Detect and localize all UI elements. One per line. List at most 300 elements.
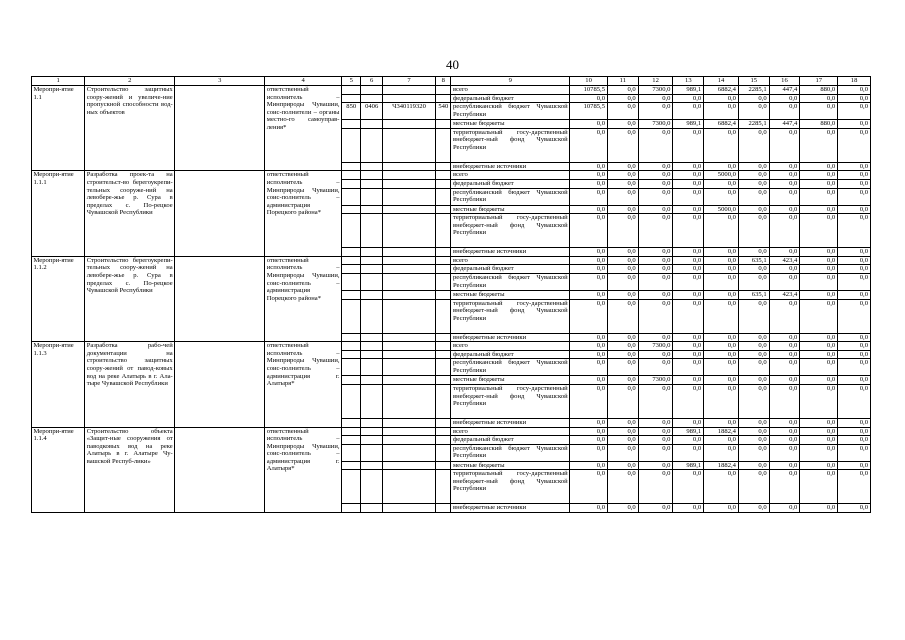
amount-cell: 0,0 bbox=[800, 427, 838, 436]
column-number-8: 8 bbox=[436, 77, 451, 86]
amount-cell: 0,0 bbox=[769, 376, 800, 385]
amount-cell: 0,0 bbox=[673, 162, 704, 171]
column-number-3: 3 bbox=[175, 77, 265, 86]
amount-cell: 0,0 bbox=[800, 418, 838, 427]
table-row bbox=[32, 342, 871, 351]
amount-cell: 0,0 bbox=[638, 444, 673, 461]
amount-cell: 0,0 bbox=[704, 188, 739, 205]
budget-code-cell bbox=[361, 162, 382, 171]
amount-cell: 0,0 bbox=[570, 214, 608, 248]
budget-code-cell bbox=[342, 273, 361, 290]
empty-cell bbox=[175, 171, 265, 256]
amount-cell: 0,0 bbox=[838, 436, 871, 445]
amount-cell: 0,0 bbox=[570, 350, 608, 359]
amount-cell: 6882,4 bbox=[704, 86, 739, 95]
budget-code-cell bbox=[361, 461, 382, 470]
funding-source-cell: федеральный бюджет bbox=[451, 265, 570, 274]
amount-cell: 6882,4 bbox=[704, 120, 739, 129]
amount-cell: 0,0 bbox=[838, 376, 871, 385]
amount-cell: 0,0 bbox=[673, 265, 704, 274]
table-row bbox=[32, 256, 871, 265]
amount-cell: 0,0 bbox=[704, 290, 739, 299]
amount-cell: 0,0 bbox=[738, 188, 769, 205]
amount-cell: 0,0 bbox=[673, 188, 704, 205]
amount-cell: 0,0 bbox=[769, 248, 800, 257]
amount-cell: 0,0 bbox=[704, 179, 739, 188]
amount-cell: 0,0 bbox=[673, 205, 704, 214]
amount-cell: 0,0 bbox=[769, 444, 800, 461]
budget-code-cell bbox=[361, 418, 382, 427]
amount-cell: 0,0 bbox=[570, 504, 608, 513]
amount-cell: 0,0 bbox=[570, 94, 608, 103]
budget-code-cell bbox=[382, 248, 435, 257]
amount-cell: 0,0 bbox=[738, 350, 769, 359]
amount-cell: 0,0 bbox=[570, 171, 608, 180]
budget-code-cell bbox=[382, 128, 435, 162]
amount-cell: 0,0 bbox=[673, 350, 704, 359]
budget-code-cell bbox=[382, 188, 435, 205]
budget-code-cell bbox=[382, 86, 435, 95]
amount-cell: 0,0 bbox=[738, 205, 769, 214]
funding-source-cell: республиканский бюджет Чувашской Республики bbox=[452, 273, 568, 289]
funding-source-cell: всего bbox=[451, 427, 570, 436]
amount-cell: 0,0 bbox=[800, 265, 838, 274]
amount-cell: 0,0 bbox=[769, 342, 800, 351]
budget-code-cell bbox=[361, 214, 382, 248]
budget-code-cell bbox=[436, 86, 451, 95]
budget-code-cell bbox=[436, 504, 451, 513]
amount-cell: 0,0 bbox=[638, 179, 673, 188]
amount-cell: 0,0 bbox=[800, 128, 838, 162]
budget-code-cell bbox=[342, 333, 361, 342]
amount-cell: 0,0 bbox=[638, 265, 673, 274]
column-number-7: 7 bbox=[382, 77, 435, 86]
column-number-18: 18 bbox=[838, 77, 871, 86]
budget-code-cell bbox=[436, 248, 451, 257]
budget-code-cell bbox=[342, 128, 361, 162]
budget-code-cell bbox=[382, 376, 435, 385]
measure-title-cell: Разработка проек-та на строительст-во берегоукрепи-тельных сооруже-ний на левобере-жье р. Сура в пределах с. По-рецкое Чувашской Республики bbox=[85, 171, 175, 256]
funding-source-cell: местные бюджеты bbox=[451, 120, 570, 129]
amount-cell: 0,0 bbox=[800, 504, 838, 513]
amount-cell: 0,0 bbox=[638, 470, 673, 504]
amount-cell: 0,0 bbox=[638, 418, 673, 427]
amount-cell: 0,0 bbox=[673, 179, 704, 188]
amount-cell: 0,0 bbox=[608, 214, 639, 248]
amount-cell: 0,0 bbox=[800, 470, 838, 504]
funding-source-cell: местные бюджеты bbox=[451, 461, 570, 470]
column-number-15: 15 bbox=[738, 77, 769, 86]
amount-cell: 0,0 bbox=[800, 299, 838, 333]
amount-cell: 989,1 bbox=[673, 86, 704, 95]
funding-source-cell: территориальный госу-дарственный внебюджет-ный фонд Чувашской Республики bbox=[451, 470, 570, 504]
measure-cell: Меропри-ятие 1.1.4 bbox=[32, 427, 85, 512]
budget-code-cell bbox=[342, 188, 361, 205]
funding-source-cell: внебюджетные источники bbox=[451, 418, 570, 427]
budget-code-cell bbox=[436, 214, 451, 248]
amount-cell: 0,0 bbox=[638, 188, 673, 205]
amount-cell: 5000,0 bbox=[704, 205, 739, 214]
budget-code-cell bbox=[361, 86, 382, 95]
budget-code-cell bbox=[361, 384, 382, 418]
amount-cell: 0,0 bbox=[704, 273, 739, 290]
amount-cell: 0,0 bbox=[638, 504, 673, 513]
amount-cell: 0,0 bbox=[638, 299, 673, 333]
executor-cell: ответственный исполнитель – Минприроды Чувашии, соис-полнитель – администрация г. Алатыря* bbox=[265, 427, 342, 512]
budget-code-cell bbox=[342, 461, 361, 470]
amount-cell: 7300,0 bbox=[638, 86, 673, 95]
amount-cell: 0,0 bbox=[608, 103, 639, 120]
amount-cell: 0,0 bbox=[738, 444, 769, 461]
amount-cell: 0,0 bbox=[800, 350, 838, 359]
budget-code-cell bbox=[342, 436, 361, 445]
amount-cell: 0,0 bbox=[838, 350, 871, 359]
budget-code-cell bbox=[342, 120, 361, 129]
amount-cell: 0,0 bbox=[673, 384, 704, 418]
executor-cell: ответственный исполнитель – Минприроды Чувашии, соис-полнители – органы местно-го самоуправ-ления* bbox=[265, 86, 342, 171]
table-row bbox=[32, 171, 871, 180]
amount-cell: 0,0 bbox=[608, 179, 639, 188]
column-number-9: 9 bbox=[451, 77, 570, 86]
budget-code-cell: 850 bbox=[342, 103, 361, 120]
executor-cell: ответственный исполнитель – Минприроды Чувашии, соис-полнитель – администрация г. Алатыря* bbox=[265, 342, 342, 427]
amount-cell: 447,4 bbox=[769, 86, 800, 95]
funding-source-cell: внебюджетные источники bbox=[451, 162, 570, 171]
amount-cell: 0,0 bbox=[769, 470, 800, 504]
amount-cell: 0,0 bbox=[704, 342, 739, 351]
budget-code-cell bbox=[436, 188, 451, 205]
budget-code-cell bbox=[342, 299, 361, 333]
amount-cell: 0,0 bbox=[800, 248, 838, 257]
amount-cell: 2285,1 bbox=[738, 86, 769, 95]
funding-source-cell: территориальный госу-дарственный внебюджет-ный фонд Чувашской Республики bbox=[451, 128, 570, 162]
budget-code-cell bbox=[436, 427, 451, 436]
budget-code-cell bbox=[342, 256, 361, 265]
amount-cell: 0,0 bbox=[769, 461, 800, 470]
amount-cell: 0,0 bbox=[800, 436, 838, 445]
amount-cell: 0,0 bbox=[800, 103, 838, 120]
amount-cell: 0,0 bbox=[838, 256, 871, 265]
amount-cell: 0,0 bbox=[738, 427, 769, 436]
budget-code-cell bbox=[361, 290, 382, 299]
amount-cell: 0,0 bbox=[738, 265, 769, 274]
empty-cell bbox=[175, 256, 265, 341]
amount-cell: 0,0 bbox=[738, 248, 769, 257]
budget-code-cell bbox=[361, 333, 382, 342]
budget-code-cell bbox=[382, 162, 435, 171]
amount-cell: 0,0 bbox=[673, 273, 704, 290]
amount-cell: 0,0 bbox=[838, 86, 871, 95]
budget-code-cell bbox=[342, 290, 361, 299]
budget-code-cell bbox=[436, 436, 451, 445]
amount-cell: 0,0 bbox=[704, 128, 739, 162]
amount-cell: 0,0 bbox=[638, 162, 673, 171]
measure-cell: Меропри-ятие 1.1.2 bbox=[32, 256, 85, 341]
budget-code-cell bbox=[342, 171, 361, 180]
budget-code-cell bbox=[436, 376, 451, 385]
funding-source-cell: республиканский бюджет Чувашской Республики bbox=[452, 359, 568, 374]
funding-source-cell: внебюджетные источники bbox=[451, 333, 570, 342]
budget-code-cell bbox=[361, 188, 382, 205]
budget-code-cell bbox=[382, 359, 435, 376]
amount-cell: 0,0 bbox=[800, 290, 838, 299]
column-number-4: 4 bbox=[265, 77, 342, 86]
amount-cell: 0,0 bbox=[673, 299, 704, 333]
budget-code-cell bbox=[436, 333, 451, 342]
measure-title-cell: Строительство берегоукрепи-тельных соору-жений на левобере-жье р. Сура в пределах с. По-рецкое Чувашской Республики bbox=[85, 256, 175, 341]
amount-cell: 0,0 bbox=[608, 248, 639, 257]
budget-code-cell bbox=[436, 179, 451, 188]
amount-cell: 0,0 bbox=[800, 94, 838, 103]
budget-code-cell bbox=[361, 120, 382, 129]
amount-cell: 0,0 bbox=[838, 299, 871, 333]
amount-cell: 0,0 bbox=[673, 94, 704, 103]
budget-code-cell bbox=[361, 436, 382, 445]
budget-code-cell bbox=[342, 179, 361, 188]
amount-cell: 0,0 bbox=[608, 333, 639, 342]
amount-cell: 0,0 bbox=[704, 265, 739, 274]
amount-cell: 0,0 bbox=[570, 299, 608, 333]
empty-cell bbox=[175, 342, 265, 427]
budget-code-cell bbox=[361, 350, 382, 359]
budget-code-cell bbox=[342, 470, 361, 504]
budget-code-cell bbox=[382, 171, 435, 180]
budget-code-cell bbox=[382, 205, 435, 214]
funding-source-cell: территориальный госу-дарственный внебюджет-ный фонд Чувашской Республики bbox=[451, 299, 570, 333]
amount-cell: 0,0 bbox=[769, 171, 800, 180]
amount-cell: 0,0 bbox=[769, 205, 800, 214]
amount-cell: 0,0 bbox=[838, 248, 871, 257]
funding-source-cell: всего bbox=[451, 171, 570, 180]
funding-source-cell: территориальный госу-дарственный внебюджет-ный фонд Чувашской Республики bbox=[451, 384, 570, 418]
amount-cell: 635,1 bbox=[738, 256, 769, 265]
amount-cell: 0,0 bbox=[608, 205, 639, 214]
amount-cell: 0,0 bbox=[673, 359, 704, 376]
amount-cell: 0,0 bbox=[738, 470, 769, 504]
amount-cell: 0,0 bbox=[769, 418, 800, 427]
amount-cell: 5000,0 bbox=[704, 171, 739, 180]
amount-cell: 0,0 bbox=[608, 461, 639, 470]
amount-cell: 0,0 bbox=[738, 384, 769, 418]
column-number-5: 5 bbox=[342, 77, 361, 86]
budget-code-cell bbox=[436, 273, 451, 290]
budget-code-cell bbox=[342, 86, 361, 95]
amount-cell: 0,0 bbox=[570, 359, 608, 376]
page-number: 40 bbox=[446, 57, 459, 72]
column-number-12: 12 bbox=[638, 77, 673, 86]
amount-cell: 0,0 bbox=[704, 444, 739, 461]
budget-code-cell bbox=[342, 504, 361, 513]
budget-code-cell bbox=[436, 120, 451, 129]
amount-cell: 0,0 bbox=[608, 86, 639, 95]
amount-cell: 0,0 bbox=[638, 128, 673, 162]
amount-cell: 0,0 bbox=[570, 128, 608, 162]
amount-cell: 2285,1 bbox=[738, 120, 769, 129]
measure-cell: Меропри-ятие 1.1.1 bbox=[32, 171, 85, 256]
budget-code-cell bbox=[436, 128, 451, 162]
amount-cell: 0,0 bbox=[673, 248, 704, 257]
amount-cell: 0,0 bbox=[738, 162, 769, 171]
amount-cell: 0,0 bbox=[800, 359, 838, 376]
funding-source-cell: всего bbox=[451, 86, 570, 95]
amount-cell: 0,0 bbox=[769, 265, 800, 274]
column-number-13: 13 bbox=[673, 77, 704, 86]
measure-cell: Меропри-ятие 1.1 bbox=[32, 86, 85, 171]
amount-cell: 0,0 bbox=[800, 444, 838, 461]
budget-code-cell bbox=[361, 248, 382, 257]
amount-cell: 0,0 bbox=[769, 103, 800, 120]
funding-source-cell: федеральный бюджет bbox=[451, 179, 570, 188]
amount-cell: 0,0 bbox=[769, 359, 800, 376]
budget-code-cell bbox=[382, 461, 435, 470]
measure-title-cell: Разработка рабо-чей документации на строительство защитных соору-жений от павод-ковых вод на реке Алатырь в г. Ала-тыре Чувашской Республики bbox=[85, 342, 175, 427]
budget-code-cell bbox=[382, 120, 435, 129]
funding-source-cell: федеральный бюджет bbox=[451, 436, 570, 445]
amount-cell: 0,0 bbox=[570, 376, 608, 385]
amount-cell: 0,0 bbox=[638, 171, 673, 180]
funding-source-cell: республиканский бюджет Чувашской Республики bbox=[452, 188, 568, 204]
amount-cell: 0,0 bbox=[673, 376, 704, 385]
budget-code-cell bbox=[382, 273, 435, 290]
budget-code-cell bbox=[436, 162, 451, 171]
budget-code-cell bbox=[361, 504, 382, 513]
budget-code-cell bbox=[382, 384, 435, 418]
amount-cell: 0,0 bbox=[608, 504, 639, 513]
amount-cell: 0,0 bbox=[638, 384, 673, 418]
budget-code-cell bbox=[342, 248, 361, 257]
amount-cell: 0,0 bbox=[800, 461, 838, 470]
amount-cell: 0,0 bbox=[570, 470, 608, 504]
amount-cell: 0,0 bbox=[838, 427, 871, 436]
amount-cell: 0,0 bbox=[704, 418, 739, 427]
amount-cell: 0,0 bbox=[570, 461, 608, 470]
amount-cell: 0,0 bbox=[738, 179, 769, 188]
amount-cell: 1882,4 bbox=[704, 427, 739, 436]
amount-cell: 0,0 bbox=[608, 470, 639, 504]
budget-code-cell bbox=[361, 470, 382, 504]
amount-cell: 0,0 bbox=[738, 128, 769, 162]
amount-cell: 0,0 bbox=[638, 256, 673, 265]
amount-cell: 0,0 bbox=[769, 162, 800, 171]
amount-cell: 0,0 bbox=[704, 256, 739, 265]
amount-cell: 0,0 bbox=[608, 188, 639, 205]
amount-cell: 0,0 bbox=[838, 384, 871, 418]
budget-code-cell bbox=[342, 162, 361, 171]
amount-cell: 0,0 bbox=[673, 436, 704, 445]
amount-cell: 0,0 bbox=[738, 299, 769, 333]
funding-source-cell: республиканский бюджет Чувашской Республики bbox=[452, 103, 568, 118]
budget-code-cell bbox=[382, 94, 435, 103]
amount-cell: 0,0 bbox=[838, 504, 871, 513]
amount-cell: 0,0 bbox=[638, 461, 673, 470]
measure-cell: Меропри-ятие 1.1.3 bbox=[32, 342, 85, 427]
amount-cell: 0,0 bbox=[608, 418, 639, 427]
budget-code-cell bbox=[382, 299, 435, 333]
amount-cell: 0,0 bbox=[738, 376, 769, 385]
amount-cell: 0,0 bbox=[608, 290, 639, 299]
amount-cell: 0,0 bbox=[638, 290, 673, 299]
amount-cell: 0,0 bbox=[673, 214, 704, 248]
amount-cell: 0,0 bbox=[769, 436, 800, 445]
amount-cell: 0,0 bbox=[673, 128, 704, 162]
column-number-row bbox=[32, 77, 871, 86]
amount-cell: 7300,0 bbox=[638, 342, 673, 351]
amount-cell: 0,0 bbox=[570, 120, 608, 129]
amount-cell: 0,0 bbox=[800, 256, 838, 265]
funding-source-cell: территориальный госу-дарственный внебюджет-ный фонд Чувашской Республики bbox=[451, 214, 570, 248]
amount-cell: 0,0 bbox=[570, 290, 608, 299]
amount-cell: 0,0 bbox=[769, 350, 800, 359]
amount-cell: 0,0 bbox=[608, 436, 639, 445]
budget-code-cell bbox=[436, 290, 451, 299]
amount-cell: 0,0 bbox=[704, 504, 739, 513]
amount-cell: 0,0 bbox=[608, 94, 639, 103]
amount-cell: 0,0 bbox=[638, 436, 673, 445]
empty-cell bbox=[175, 427, 265, 512]
budget-code-cell bbox=[382, 333, 435, 342]
amount-cell: 0,0 bbox=[838, 444, 871, 461]
amount-cell: 0,0 bbox=[608, 273, 639, 290]
amount-cell: 0,0 bbox=[608, 120, 639, 129]
amount-cell: 0,0 bbox=[570, 418, 608, 427]
amount-cell: 0,0 bbox=[838, 179, 871, 188]
budget-code-cell bbox=[342, 94, 361, 103]
amount-cell: 0,0 bbox=[673, 504, 704, 513]
amount-cell: 7300,0 bbox=[638, 376, 673, 385]
amount-cell: 447,4 bbox=[769, 120, 800, 129]
amount-cell: 0,0 bbox=[738, 171, 769, 180]
amount-cell: 0,0 bbox=[838, 470, 871, 504]
empty-cell bbox=[175, 86, 265, 171]
table-body bbox=[32, 77, 871, 513]
amount-cell: 0,0 bbox=[838, 461, 871, 470]
budget-code-cell bbox=[361, 273, 382, 290]
amount-cell: 0,0 bbox=[570, 427, 608, 436]
amount-cell: 0,0 bbox=[738, 342, 769, 351]
amount-cell: 0,0 bbox=[838, 128, 871, 162]
budget-code-cell bbox=[436, 461, 451, 470]
amount-cell: 0,0 bbox=[608, 384, 639, 418]
amount-cell: 0,0 bbox=[570, 444, 608, 461]
budget-code-cell bbox=[361, 427, 382, 436]
funding-source-cell: федеральный бюджет bbox=[451, 94, 570, 103]
executor-cell: ответственный исполнитель – Минприроды Чувашии, соис-полнитель – администрация Порецкого района* bbox=[265, 256, 342, 341]
budget-code-cell: Ч340119320 bbox=[382, 103, 435, 120]
amount-cell: 0,0 bbox=[704, 162, 739, 171]
amount-cell: 0,0 bbox=[704, 384, 739, 418]
amount-cell: 0,0 bbox=[838, 342, 871, 351]
amount-cell: 0,0 bbox=[704, 299, 739, 333]
amount-cell: 0,0 bbox=[608, 359, 639, 376]
table-row bbox=[32, 86, 871, 95]
budget-code-cell bbox=[382, 427, 435, 436]
amount-cell: 0,0 bbox=[838, 273, 871, 290]
amount-cell: 0,0 bbox=[704, 436, 739, 445]
budget-code-cell bbox=[436, 94, 451, 103]
budget-code-cell bbox=[361, 444, 382, 461]
funding-source-cell: внебюджетные источники bbox=[451, 248, 570, 257]
amount-cell: 0,0 bbox=[838, 94, 871, 103]
budget-code-cell bbox=[361, 342, 382, 351]
amount-cell: 0,0 bbox=[673, 418, 704, 427]
column-number-14: 14 bbox=[704, 77, 739, 86]
amount-cell: 0,0 bbox=[838, 290, 871, 299]
amount-cell: 0,0 bbox=[704, 94, 739, 103]
amount-cell: 0,0 bbox=[638, 205, 673, 214]
amount-cell: 0,0 bbox=[738, 504, 769, 513]
amount-cell: 0,0 bbox=[673, 171, 704, 180]
budget-code-cell bbox=[382, 504, 435, 513]
